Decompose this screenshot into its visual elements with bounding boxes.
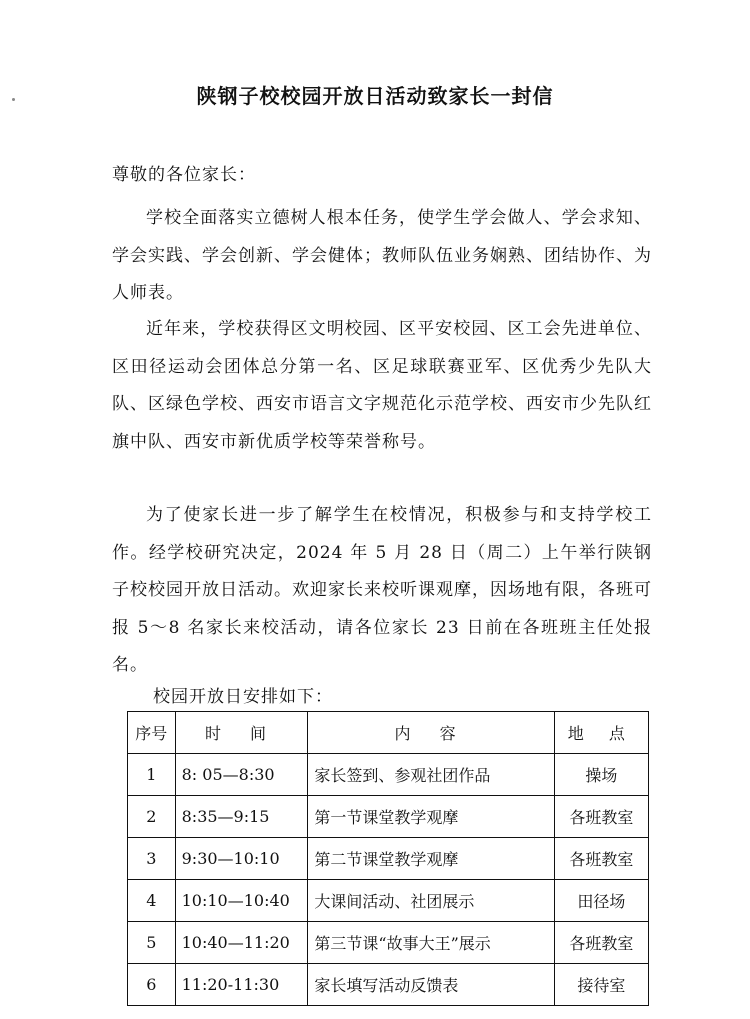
table-row	[128, 796, 649, 838]
row-place: 操场	[554, 754, 648, 796]
table-row	[128, 754, 649, 796]
row-content: 家长填写活动反馈表	[308, 964, 554, 1006]
row-place: 各班教室	[554, 838, 648, 880]
salutation: 尊敬的各位家长：	[112, 165, 256, 185]
row-no: 1	[128, 754, 176, 796]
schedule-header-row	[128, 712, 649, 754]
header-no: 序号	[128, 712, 176, 754]
paragraph-school-mission: 学校全面落实立德树人根本任务，使学生学会做人、学会求知、学会实践、学会创新、学会健体；教师队伍业务娴熟、团结协作、为人师表。	[112, 208, 652, 303]
row-no: 4	[128, 880, 176, 922]
row-content: 第二节课堂教学观摩	[308, 838, 554, 880]
row-time: 10:10—10:40	[175, 880, 308, 922]
table-row	[128, 964, 649, 1006]
row-no: 3	[128, 838, 176, 880]
letter-title: 陕钢子校校园开放日活动致家长一封信	[196, 84, 554, 108]
row-place: 各班教室	[554, 922, 648, 964]
row-time: 8:35—9:15	[175, 796, 308, 838]
header-content: 内 容	[308, 712, 554, 754]
row-content: 第一节课堂教学观摩	[308, 796, 554, 838]
row-content: 家长签到、参观社团作品	[308, 754, 554, 796]
row-time: 11:20-11:30	[175, 964, 308, 1006]
row-place: 接待室	[554, 964, 648, 1006]
schedule-table	[127, 711, 649, 1006]
schedule-heading: 校园开放日安排如下：	[153, 687, 333, 707]
row-no: 6	[128, 964, 176, 1006]
table-row	[128, 922, 649, 964]
header-place: 地 点	[554, 712, 648, 754]
row-no: 2	[128, 796, 176, 838]
table-row	[128, 838, 649, 880]
header-time: 时 间	[175, 712, 308, 754]
row-time: 10:40—11:20	[175, 922, 308, 964]
row-time: 8: 05—8:30	[175, 754, 308, 796]
paragraph-open-day-notice: 为了使家长进一步了解学生在校情况，积极参与和支持学校工作。经学校研究决定，2024 年 5 月 28 日（周二）上午举行陕钢子校校园开放日活动。欢迎家长来校听课观摩，因场地有限，各班可报 5～8 名家长来校活动，请各位家长 23 日前在各班班主任处报名。	[112, 505, 652, 675]
table-row	[128, 880, 649, 922]
paragraph-honors: 近年来，学校获得区文明校园、区平安校园、区工会先进单位、区田径运动会团体总分第一名、区足球联赛亚军、区优秀少先队大队、区绿色学校、西安市语言文字规范化示范学校、西安市少先队红旗中队、西安市新优质学校等荣誉称号。	[112, 319, 652, 452]
row-content: 大课间活动、社团展示	[308, 880, 554, 922]
row-no: 5	[128, 922, 176, 964]
row-place: 田径场	[554, 880, 648, 922]
row-time: 9:30—10:10	[175, 838, 308, 880]
row-place: 各班教室	[554, 796, 648, 838]
row-content: 第三节课“故事大王”展示	[308, 922, 554, 964]
